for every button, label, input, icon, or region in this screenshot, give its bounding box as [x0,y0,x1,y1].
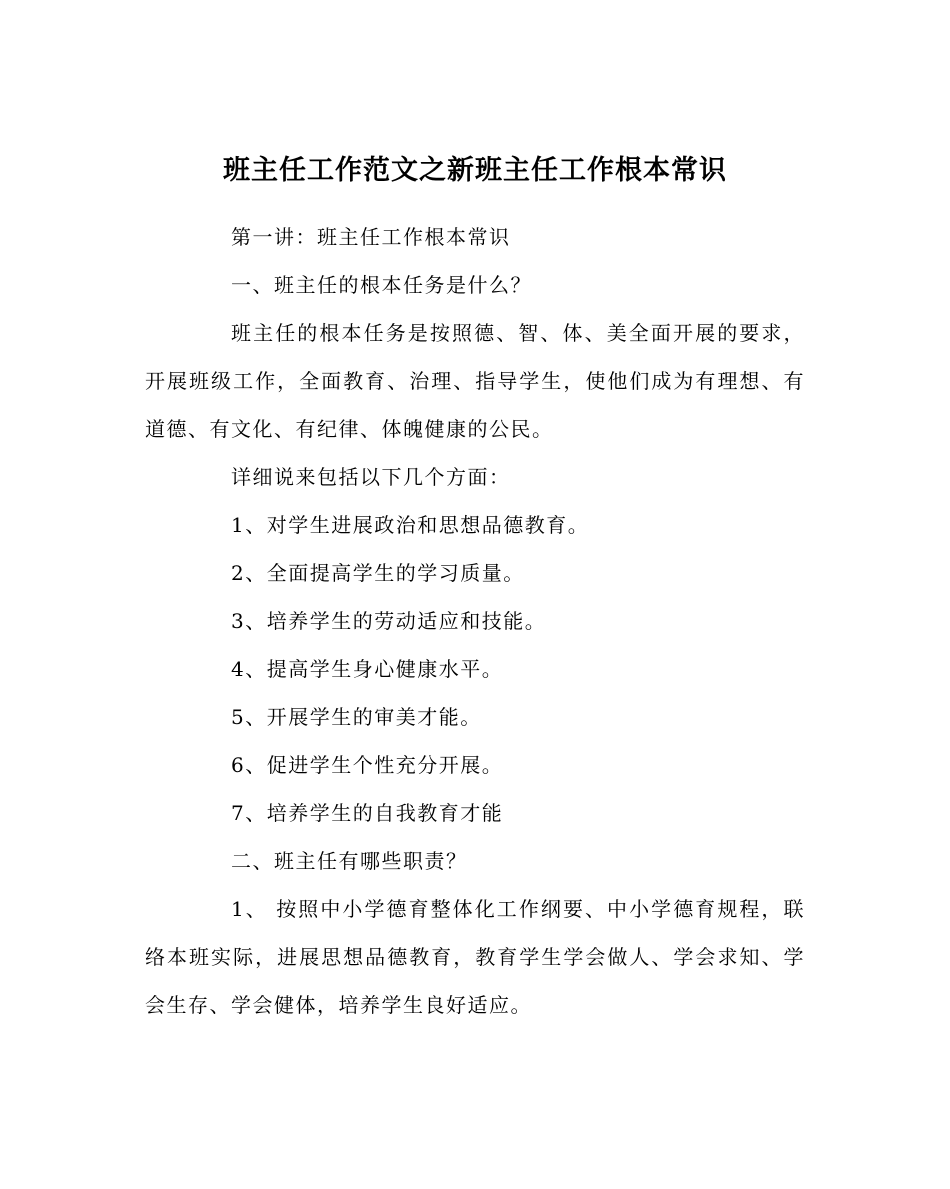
list-item: 7、培养学生的自我教育才能 [231,801,504,825]
list-item: 6、促进学生个性充分开展。 [231,753,504,777]
lecture-heading: 第一讲：班主任工作根本常识 [231,225,511,249]
section-heading-1: 一、班主任的根本任务是什么？ [231,273,532,297]
body-paragraph: 1、 按照中小学德育整体化工作纲要、中小学德育规程，联络本班实际，进展思想品德教育，教育学生学会做人、学会求知、学会生存、学会健体，培养学生良好适应。 [145,897,805,1017]
body-paragraph: 详细说来包括以下几个方面： [231,465,511,489]
list-item: 5、开展学生的审美才能。 [231,705,482,729]
list-item: 2、全面提高学生的学习质量。 [231,561,525,585]
list-item: 3、培养学生的劳动适应和技能。 [231,609,547,633]
list-item: 1、对学生进展政治和思想品德教育。 [231,513,590,537]
document-body [145,213,805,1029]
section-heading-2: 二、班主任有哪些职责？ [231,849,468,873]
body-paragraph: 班主任的根本任务是按照德、智、体、美全面开展的要求，开展班级工作，全面教育、治理、指导学生，使他们成为有理想、有道德、有文化、有纪律、体魄健康的公民。 [145,321,805,441]
list-item: 4、提高学生身心健康水平。 [231,657,504,681]
document-title: 班主任工作范文之新班主任工作根本常识 [223,155,727,187]
